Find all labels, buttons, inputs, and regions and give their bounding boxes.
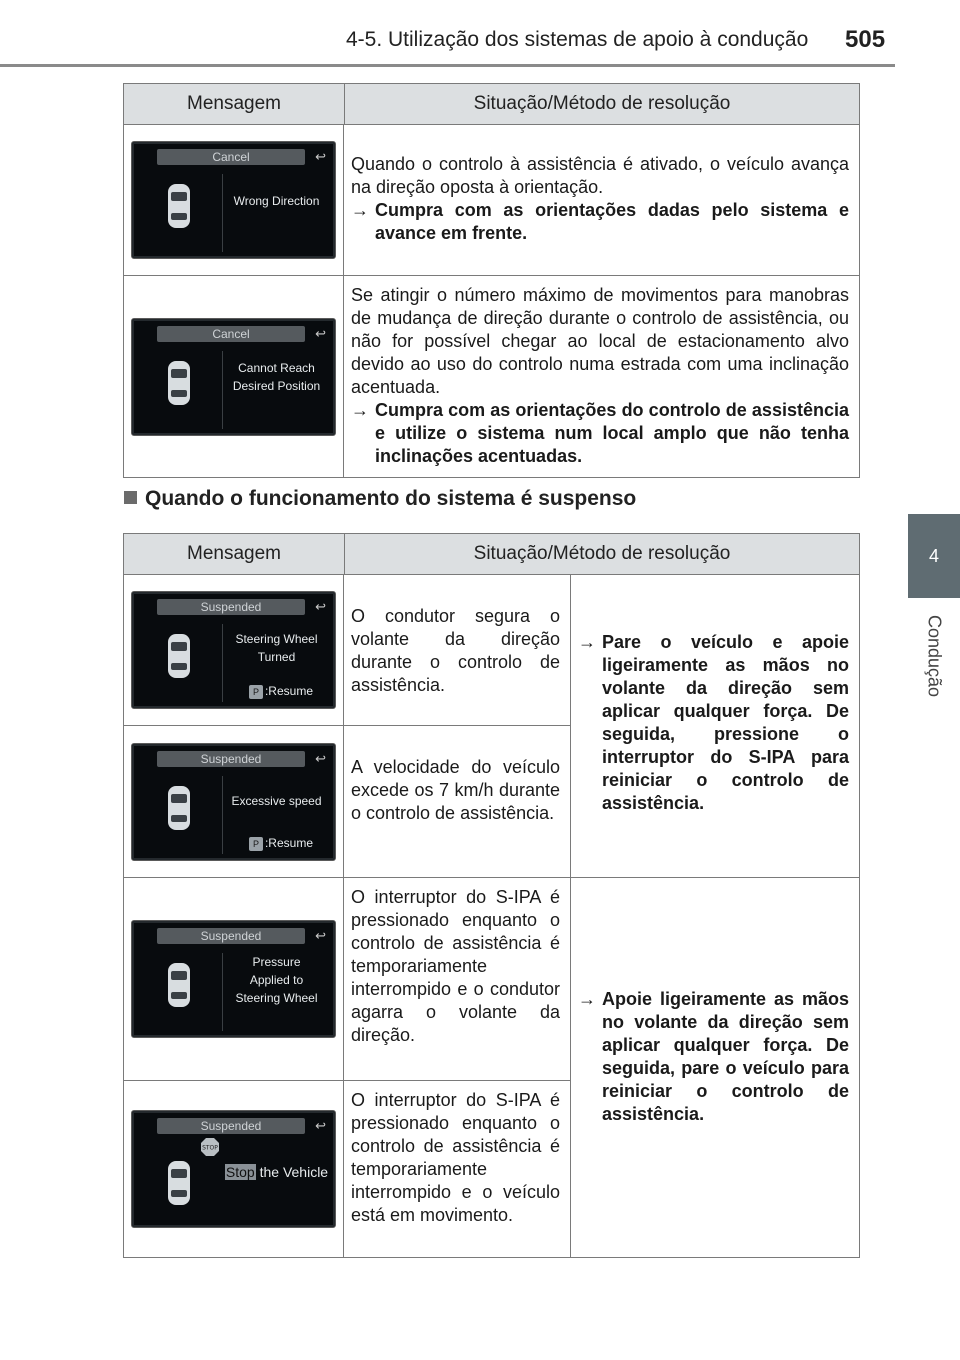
situation-cell — [344, 1081, 570, 1257]
screen-message-line: Wrong Direction — [233, 194, 320, 208]
screen-message-line: Steering Wheel — [235, 991, 318, 1005]
screen-message — [224, 1163, 329, 1181]
situation-text: O interruptor do S-IPA é pressionado enquanto o controlo de assistência é temporariamente interrompido e o veículo está em movimento. — [351, 1090, 560, 1225]
screen-status-bar: Suspended — [157, 599, 305, 615]
screen-message — [224, 359, 329, 395]
header-rule — [0, 64, 895, 67]
resume-label: :Resume — [264, 835, 313, 850]
row-group-left — [124, 878, 570, 1257]
resume-label: :Resume — [264, 684, 313, 698]
parking-switch-icon: P — [249, 837, 263, 851]
resolution-item — [578, 631, 849, 815]
screen-divider — [222, 174, 223, 252]
message-screen-cell — [124, 276, 344, 477]
resolution-cell — [570, 878, 859, 1257]
message-screen-cell — [124, 726, 344, 877]
situation-text: A velocidade do veículo excede os 7 km/h durante o controlo de assistência. — [351, 757, 560, 823]
back-arrow-icon: ↩ — [315, 1118, 326, 1133]
resolution-cell — [570, 575, 859, 877]
screen-message-line: Excessive speed — [231, 793, 322, 808]
table-header — [124, 84, 859, 125]
arrow-icon: → — [578, 632, 596, 652]
resolution-item — [351, 399, 849, 468]
parking-switch-icon: P — [249, 685, 263, 699]
table-row — [124, 276, 859, 477]
table-row — [124, 575, 570, 726]
display-screen — [131, 743, 336, 861]
chapter-number: 4 — [928, 546, 939, 566]
screen-status-bar: Suspended — [157, 928, 305, 944]
display-screen — [131, 318, 336, 436]
resolution-item — [351, 199, 849, 245]
table-header — [124, 534, 859, 575]
arrow-icon: → — [351, 400, 369, 420]
back-arrow-icon: ↩ — [315, 325, 326, 341]
resolution-text: Cumpra com as orientações dadas pelo sistema e avance em frente. — [375, 200, 849, 243]
resume-hint — [249, 836, 313, 851]
situation-text: O interruptor do S-IPA é pressionado enquanto o controlo de assistência é temporariamente interrompido e o condutor agarra o volante da direção. — [351, 887, 560, 1045]
screen-divider — [222, 953, 223, 1031]
resume-hint — [249, 684, 313, 699]
stop-sign-icon — [200, 1137, 220, 1157]
screen-divider — [222, 776, 223, 854]
situation-text: Se atingir o número máximo de movimentos para manobras de mudança de direção durante o controlo de assistência, ou não for possível chegar ao local de estacionamento alvo devido ao uso do controlo numa estrada com uma inclinação acentuada. — [351, 285, 849, 397]
resolution-text: Cumpra com as orientações do controlo de assistência e utilize o sistema num local amplo que não tenha inclinações acentuadas. — [375, 400, 849, 466]
resolution-text: Pare o veículo e apoie ligeiramente as mãos no volante da direção sem aplicar qualquer força. De seguida, pressione o interruptor do S-IPA para reiniciar o controlo de assistência. — [602, 632, 849, 813]
row-group-a — [124, 575, 859, 877]
display-screen — [131, 1110, 336, 1228]
screen-message-line: the Vehicle — [255, 1164, 329, 1180]
row-group-b — [124, 877, 859, 1257]
resolution-item — [578, 988, 849, 1126]
section-heading-text: Quando o funcionamento do sistema é suspenso — [145, 487, 637, 510]
car-top-view-icon — [166, 359, 192, 407]
back-arrow-icon: ↩ — [315, 149, 326, 164]
back-arrow-icon: ↩ — [315, 750, 326, 766]
running-header: 4-5. Utilização dos sistemas de apoio à condução — [346, 28, 809, 51]
messages-table-cancel — [123, 83, 860, 478]
car-top-view-icon — [166, 1159, 192, 1207]
chapter-label: Condução — [924, 614, 945, 698]
screen-divider — [222, 351, 223, 429]
page-number: 505 — [845, 26, 886, 53]
back-arrow-icon: ↩ — [315, 599, 326, 614]
screen-message — [224, 953, 329, 1007]
screen-message-line: Turned — [257, 650, 296, 664]
column-header-situation: Situação/Método de resolução — [473, 543, 731, 564]
car-top-view-icon — [166, 784, 192, 832]
screen-message-line: Applied to — [249, 973, 304, 987]
screen-status-bar: Suspended — [157, 1118, 305, 1134]
situation-text: O condutor segura o volante da direção durante o controlo de assistência. — [351, 606, 560, 695]
message-screen-cell — [124, 575, 344, 725]
situation-cell — [344, 878, 570, 1080]
message-screen-cell — [124, 1081, 344, 1257]
arrow-icon: → — [578, 989, 596, 1009]
section-heading — [124, 487, 636, 511]
chapter-tab — [908, 514, 960, 598]
screen-message-line: Steering Wheel — [235, 632, 318, 646]
message-screen-cell — [124, 878, 344, 1080]
screen-message-line: Cannot Reach — [238, 360, 315, 375]
screen-message-line: Pressure — [252, 955, 301, 969]
car-top-view-icon — [166, 182, 192, 230]
situation-cell — [344, 276, 859, 477]
heading-square-icon — [124, 491, 137, 504]
screen-message — [224, 192, 329, 210]
screen-message-line: Desired Position — [232, 378, 321, 393]
situation-text: Quando o controlo à assistência é ativado, o veículo avança na direção oposta à orientação. — [351, 154, 849, 197]
situation-cell — [344, 575, 570, 725]
car-top-view-icon — [166, 961, 192, 1009]
resolution-text: Apoie ligeiramente as mãos no volante da direção sem aplicar qualquer força. De seguida, pare o veículo para reiniciar o controlo de assistência. — [602, 989, 849, 1124]
display-screen — [131, 591, 336, 709]
message-screen-cell — [124, 125, 344, 275]
messages-table-suspended — [123, 533, 860, 1258]
screen-status-bar: Suspended — [157, 751, 305, 767]
situation-cell — [344, 726, 570, 877]
column-header-situation: Situação/Método de resolução — [473, 93, 731, 114]
arrow-icon: → — [351, 200, 369, 220]
screen-message — [224, 792, 329, 810]
stop-word-highlight: Stop — [225, 1164, 255, 1180]
screen-status-bar: Cancel — [157, 149, 305, 165]
stop-sign-text: STOP — [202, 1144, 218, 1152]
screen-divider — [222, 624, 223, 702]
display-screen — [131, 141, 336, 259]
table-row — [124, 878, 570, 1081]
screen-message — [224, 630, 329, 666]
table-row — [124, 1081, 570, 1257]
back-arrow-icon: ↩ — [315, 928, 326, 943]
table-row — [124, 726, 570, 877]
screen-status-bar: Cancel — [157, 326, 305, 342]
row-group-left — [124, 575, 570, 877]
car-top-view-icon — [166, 632, 192, 680]
table-row — [124, 125, 859, 276]
situation-cell — [344, 125, 859, 275]
display-screen — [131, 920, 336, 1038]
column-header-message: Mensagem — [124, 84, 345, 124]
column-header-message: Mensagem — [124, 534, 345, 574]
